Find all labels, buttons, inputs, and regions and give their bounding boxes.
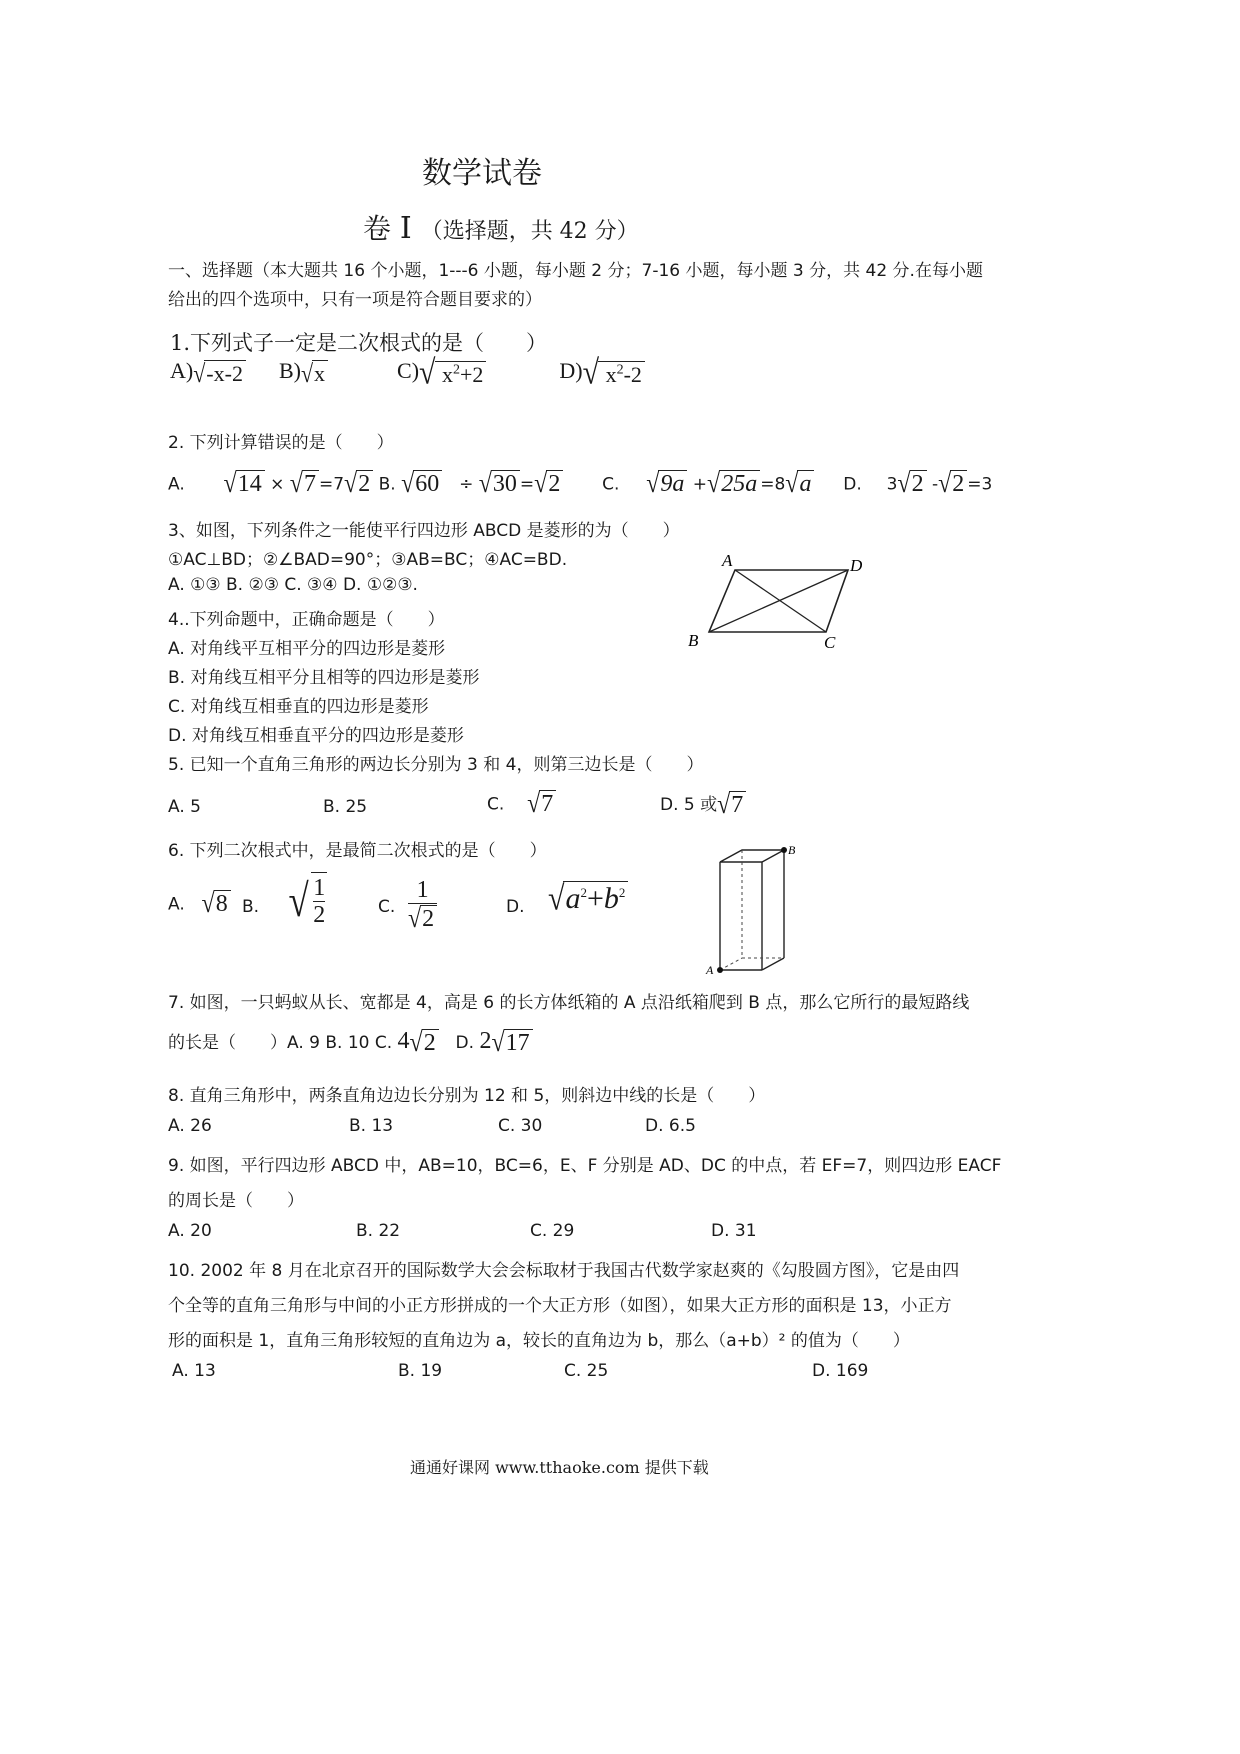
q3-options: A. ①③ B. ②③ C. ③④ D. ①②③. xyxy=(168,575,418,595)
q10-option-b: B. 19 xyxy=(398,1361,443,1381)
q4-option-b: B. 对角线互相平分且相等的四边形是菱形 xyxy=(168,668,480,688)
q4-stem: 4..下列命题中，正确命题是（ ） xyxy=(168,610,445,630)
q2-stem: 2. 下列计算错误的是（ ） xyxy=(168,433,394,453)
volume-heading xyxy=(363,207,639,247)
q5-stem: 5. 已知一个直角三角形的两边长分别为 3 和 4，则第三边长是（ ） xyxy=(168,755,704,775)
q6-a-label: A. xyxy=(168,894,185,915)
q5-option-d xyxy=(660,790,746,819)
q2-a-rad2: √7 xyxy=(290,470,319,499)
q7-c-pre: 4 xyxy=(397,1028,410,1054)
q9-option-d: D. 31 xyxy=(711,1221,757,1241)
q2-a-label: A. xyxy=(168,474,185,495)
point-b-label: B xyxy=(788,843,796,857)
q7-d-pre: 2 xyxy=(479,1028,492,1054)
q2-b-label: B. xyxy=(378,474,396,495)
q2-d-rad2: √2 xyxy=(938,470,967,499)
point-a-label: A xyxy=(706,963,714,977)
q1-c-label: C) xyxy=(397,358,420,384)
q2-options xyxy=(168,470,992,499)
q4-option-a: A. 对角线平互相平分的四边形是菱形 xyxy=(168,639,446,659)
q9-option-b: B. 22 xyxy=(356,1221,401,1241)
q6-c-label: C. xyxy=(378,897,396,917)
vertex-d-label: D xyxy=(850,556,863,575)
q10-stem-line1: 10. 2002 年 8 月在北京召开的国际数学大会会标取材于我国古代数学家赵爽的《勾股圆方图》，它是由四 xyxy=(168,1261,960,1281)
q2-d-label: D. xyxy=(843,474,862,495)
q9-option-a: A. 20 xyxy=(168,1221,212,1241)
q6-b-label: B. xyxy=(242,897,260,917)
q2-a-rad3: √2 xyxy=(344,470,373,499)
q5-option-c xyxy=(487,790,556,819)
q8-stem: 8. 直角三角形中，两条直角边边长分别为 12 和 5，则斜边中线的长是（ ） xyxy=(168,1086,766,1106)
q2-c-eq: =8 xyxy=(760,474,786,495)
q2-d-rad1: √2 xyxy=(897,470,926,499)
q8-option-a: A. 26 xyxy=(168,1116,212,1136)
vertex-b-label: B xyxy=(688,631,699,650)
box-top-face xyxy=(720,850,784,862)
q7-box-figure xyxy=(700,838,810,978)
page-title: 数学试卷 xyxy=(422,156,542,191)
q5-c-radical: √7 xyxy=(527,790,556,819)
q5-d-label: D. 5 或 xyxy=(660,795,718,815)
q10-option-c: C. 25 xyxy=(564,1361,609,1381)
q2-c-plus: + xyxy=(692,474,708,495)
q7-options xyxy=(168,1028,533,1057)
q1-b-radical: √x xyxy=(301,360,328,387)
q3-stem: 3、如图，下列条件之一能使平行四边形 ABCD 是菱形的为（ ） xyxy=(168,521,680,541)
q7-c-radical: √2 xyxy=(410,1029,439,1058)
q1-c-radical: √ $x^2+2$ xyxy=(419,356,486,390)
q4-option-d: D. 对角线互相垂直平分的四边形是菱形 xyxy=(168,726,464,746)
q2-d-eq: =3 xyxy=(967,474,993,495)
volume-prefix: 卷 xyxy=(363,212,392,245)
q2-b-eq: = xyxy=(519,474,535,495)
q8-option-d: D. 6.5 xyxy=(645,1116,696,1136)
q10-option-a: A. 13 xyxy=(172,1361,216,1381)
q2-d-pre: 3 xyxy=(886,474,898,495)
q1-stem: 1.下列式子一定是二次根式的是（ ） xyxy=(170,331,548,355)
q8-option-b: B. 13 xyxy=(349,1116,394,1136)
q9-stem-line2: 的周长是（ ） xyxy=(168,1191,304,1211)
q6-d-label: D. xyxy=(506,897,525,917)
q2-c-rad1: √9a xyxy=(646,470,687,499)
q6-option-b: √ $\frac{1}{2}$ xyxy=(286,872,327,929)
q3-parallelogram-figure xyxy=(680,550,880,650)
q1-d-radical: √ $x^2-2$ xyxy=(583,356,645,390)
q1-b-label: B) xyxy=(278,358,301,384)
q7-d-radical: √17 xyxy=(491,1029,532,1058)
q5-d-radical: √7 xyxy=(717,791,746,820)
q6-stem: 6. 下列二次根式中，是最简二次根式的是（ ） xyxy=(168,841,547,861)
diagonal-ac xyxy=(735,570,826,632)
q5-option-b: B. 25 xyxy=(323,797,368,817)
q7-d-label: D. xyxy=(455,1033,475,1053)
q9-stem: 9. 如图，平行四边形 ABCD 中，AB=10，BC=6，E、F 分别是 AD、DC 的中点，若 EF=7，则四边形 EACF xyxy=(168,1156,1002,1176)
q6-option-a xyxy=(168,890,231,919)
q6-a-radical: √8 xyxy=(202,890,231,919)
vertex-c-label: C xyxy=(824,633,836,650)
q1-d-label: D) xyxy=(559,358,583,384)
page-footer: 通通好课网 www.tthaoke.com 提供下载 xyxy=(410,1458,709,1477)
q10-stem-line3: 形的面积是 1，直角三角形较短的直角边为 a，较长的直角边为 b，那么（a+b）² 的值为（ ） xyxy=(168,1331,910,1351)
q2-c-label: C. xyxy=(602,474,620,495)
q10-option-d: D. 169 xyxy=(812,1361,869,1381)
diagonal-bd xyxy=(709,570,848,632)
q2-c-rad2: √25a xyxy=(707,470,760,499)
box-edge xyxy=(762,958,784,970)
q2-b-rad3: √2 xyxy=(534,470,563,499)
vertex-a-label: A xyxy=(722,551,733,570)
section-intro-line1: 一、选择题（本大题共 16 个小题，1---6 小题，每小题 2 分；7-16 小题，每小题 3 分，共 42 分.在每小题 xyxy=(168,261,983,281)
q9-option-c: C. 29 xyxy=(530,1221,575,1241)
q1-a-label: A) xyxy=(170,358,194,384)
q7-options-text: 的长是（ ）A. 9 B. 10 C. xyxy=(168,1033,393,1053)
q6-option-d: $√a^2+b^2$ xyxy=(548,880,628,917)
q1-options xyxy=(170,353,645,392)
q5-c-label: C. xyxy=(487,794,505,815)
q2-b-rad1: √60 xyxy=(401,470,442,499)
point-b xyxy=(781,847,787,853)
q8-option-c: C. 30 xyxy=(498,1116,543,1136)
volume-note: （选择题，共 42 分） xyxy=(420,219,639,244)
q4-option-c: C. 对角线互相垂直的四边形是菱形 xyxy=(168,697,429,717)
q1-a-radical: √-x-2 xyxy=(193,360,246,387)
q2-b-div: ÷ xyxy=(459,474,474,495)
q3-conditions: ①AC⊥BD；②∠BAD=90°；③AB=BC；④AC=BD. xyxy=(168,550,568,570)
q2-a-rad1: √14 xyxy=(224,470,265,499)
q10-stem-line2: 个全等的直角三角形与中间的小正方形拼成的一个大正方形（如图），如果大正方形的面积是 13，小正方 xyxy=(168,1296,952,1316)
q6-option-c: $\frac{1}{√2}$ xyxy=(408,877,437,933)
q2-c-rad3: √a xyxy=(785,470,814,499)
box-hidden-edge xyxy=(720,958,742,970)
q2-d-minus: - xyxy=(931,474,939,495)
point-a xyxy=(717,967,723,973)
q2-b-rad2: √30 xyxy=(479,470,520,499)
volume-roman: Ⅰ xyxy=(399,211,412,246)
q5-option-a: A. 5 xyxy=(168,797,201,817)
q2-a-eq: =7 xyxy=(318,474,345,495)
section-intro-line2: 给出的四个选项中，只有一项是符合题目要求的） xyxy=(168,290,542,310)
q7-stem: 7. 如图，一只蚂蚁从长、宽都是 4，高是 6 的长方体纸箱的 A 点沿纸箱爬到 B 点，那么它所行的最短路线 xyxy=(168,993,970,1013)
q2-a-times: × xyxy=(270,474,285,495)
